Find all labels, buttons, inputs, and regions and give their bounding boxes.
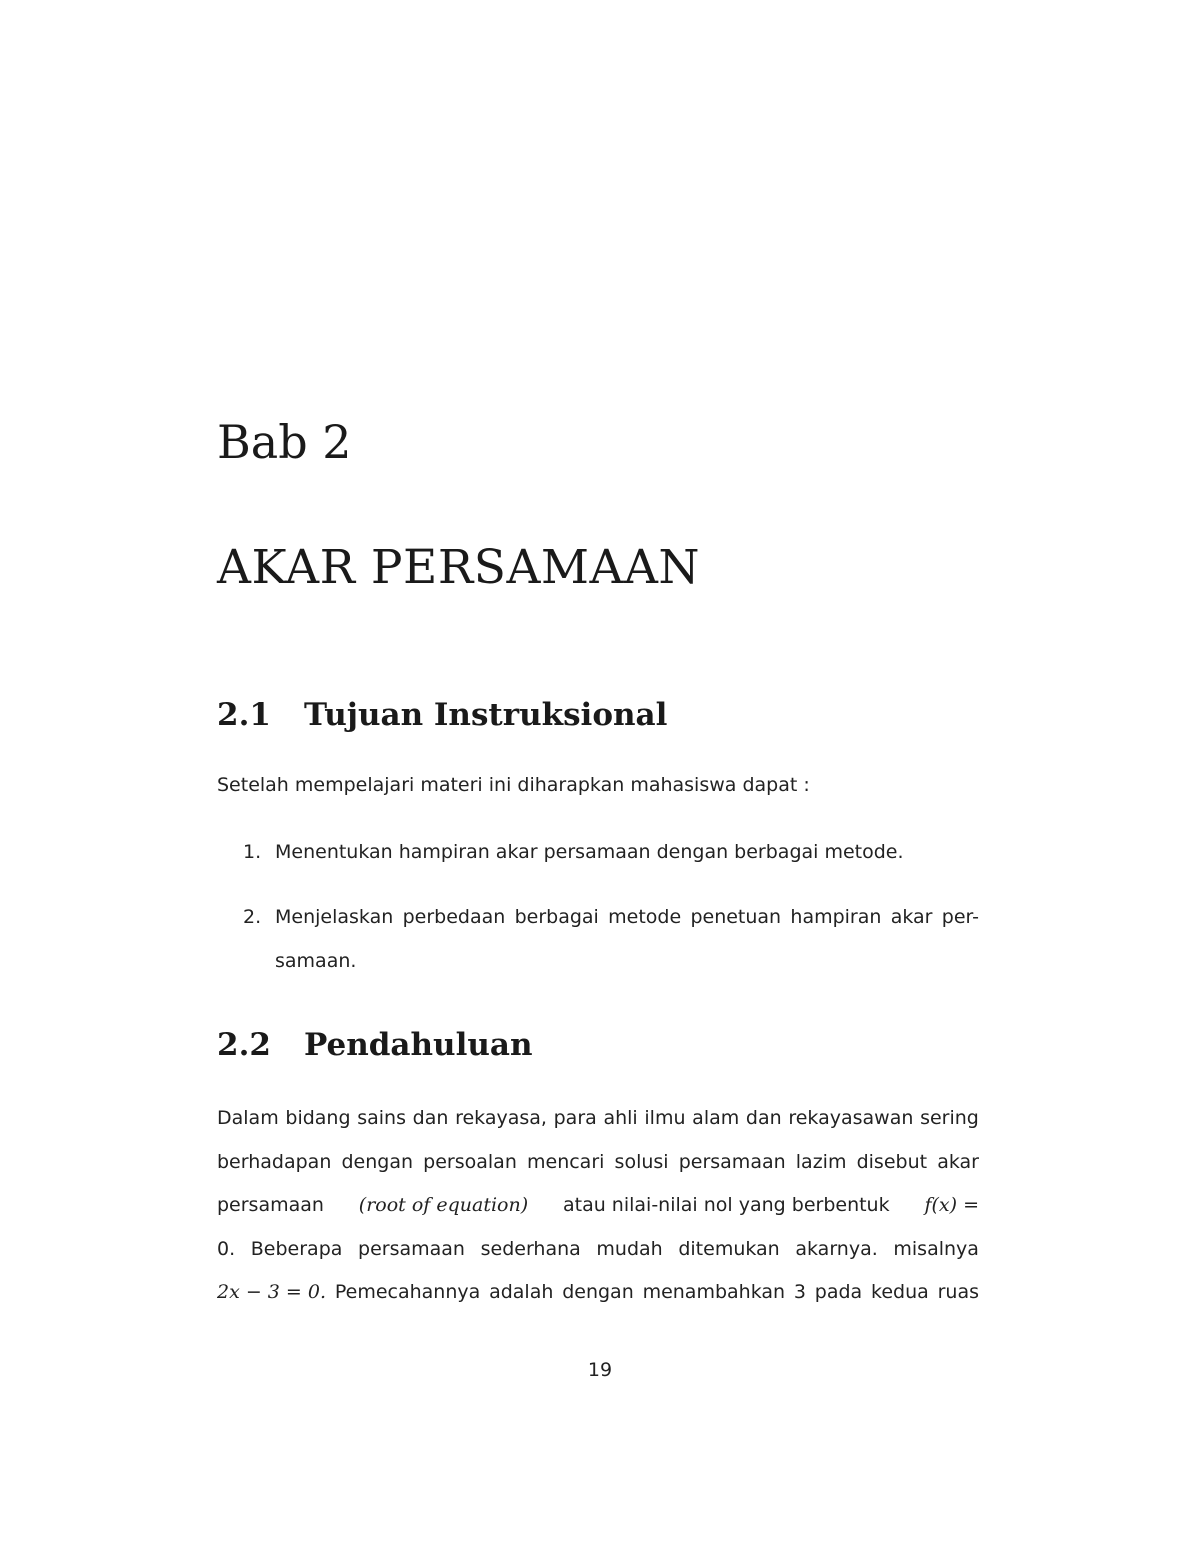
word: mencari	[527, 1150, 605, 1173]
word: ditemukan	[678, 1237, 780, 1260]
word: ruas	[937, 1281, 979, 1303]
page-number: 19	[587, 1359, 613, 1381]
list-item-number: 1.	[243, 841, 262, 863]
intro-paragraph	[217, 1097, 979, 1315]
list-item	[217, 830, 979, 874]
word: 3	[793, 1281, 806, 1303]
math-expression: 2x − 3 = 0.	[217, 1281, 327, 1303]
word: dengan	[562, 1281, 634, 1303]
word: kedua	[871, 1281, 929, 1303]
word: menambahkan	[642, 1281, 786, 1303]
intro-text: Setelah mempelajari materi ini diharapkan mahasiswa dapat :	[217, 774, 810, 796]
chapter-title: AKAR PERSAMAAN	[217, 540, 701, 595]
word: Beberapa	[250, 1237, 343, 1260]
chapter-label: Bab 2	[217, 415, 352, 469]
word: disebut	[856, 1150, 928, 1173]
word: lazim	[795, 1150, 847, 1173]
paragraph-line	[217, 1184, 979, 1228]
math-expression: f(x) =	[924, 1194, 979, 1216]
word: akar	[937, 1150, 979, 1173]
paragraph-text: atau nilai-nilai nol yang berbentuk	[562, 1194, 890, 1216]
word: pada	[814, 1281, 863, 1303]
word: bidang	[285, 1107, 351, 1129]
paragraph-line	[217, 1141, 979, 1185]
word: sains	[357, 1107, 406, 1129]
list-item	[217, 895, 979, 983]
word: solusi	[614, 1150, 669, 1173]
section-number: 2.1	[217, 697, 271, 733]
word: misalnya	[893, 1237, 979, 1260]
list-item-text: Menentukan hampiran akar persamaan dengan berbagai metode.	[275, 841, 904, 863]
word: ahli	[603, 1107, 638, 1129]
list-item-number: 2.	[243, 906, 262, 928]
word: rekayasa,	[455, 1107, 547, 1129]
word: adalah	[489, 1281, 554, 1303]
word: Dalam	[217, 1107, 279, 1129]
word: persamaan	[358, 1237, 465, 1260]
list-item-text-line1: Menjelaskan perbedaan berbagai metode penetuan hampiran akar per-	[275, 906, 979, 928]
section-title: Pendahuluan	[304, 1027, 533, 1063]
section-title: Tujuan Instruksional	[304, 697, 668, 733]
word: dengan	[341, 1150, 414, 1173]
paragraph-line	[217, 1097, 979, 1141]
word: mudah	[596, 1237, 663, 1260]
paragraph-line	[217, 1228, 979, 1272]
objectives-list	[217, 830, 979, 1004]
word: berhadapan	[217, 1150, 332, 1173]
word: dan	[412, 1107, 449, 1129]
word: alam	[692, 1107, 740, 1129]
word: persamaan	[678, 1150, 786, 1173]
section-heading-pendahuluan	[217, 1025, 533, 1065]
word: ilmu	[644, 1107, 686, 1129]
word: Pemecahannya	[334, 1281, 481, 1303]
paragraph-line	[217, 1271, 979, 1315]
list-item-text-line2: samaan.	[275, 950, 357, 972]
word: persoalan	[423, 1150, 517, 1173]
word: rekayasawan	[788, 1107, 914, 1129]
word: 0.	[217, 1237, 236, 1260]
word: dan	[745, 1107, 782, 1129]
paragraph-text: persamaan	[217, 1194, 324, 1216]
paragraph-emphasis: (root of equation)	[358, 1194, 529, 1216]
word: para	[553, 1107, 597, 1129]
word: sederhana	[480, 1237, 581, 1260]
word: akarnya.	[795, 1237, 878, 1260]
section-heading-tujuan	[217, 695, 667, 735]
word: sering	[920, 1107, 979, 1129]
section-number: 2.2	[217, 1027, 271, 1063]
